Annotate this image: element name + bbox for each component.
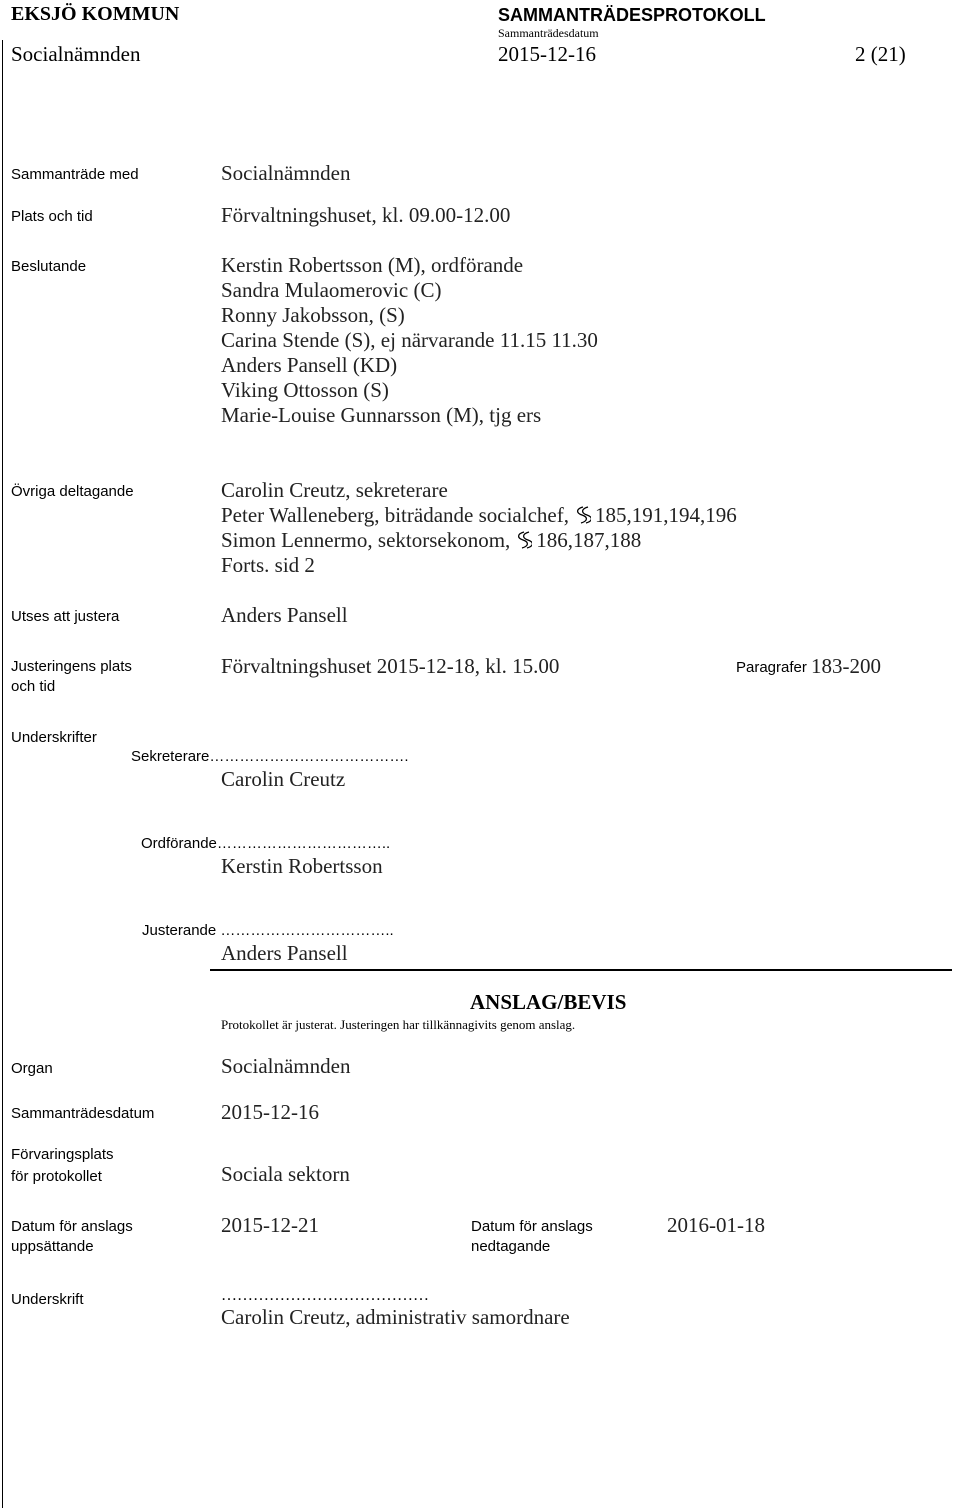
paragraphs-value: 183-200 <box>811 654 881 678</box>
chair-name: Kerstin Robertsson <box>221 854 383 878</box>
posting-date-label: Datum för anslags <box>11 1218 133 1235</box>
posting-date-label-line2: uppsättande <box>11 1238 94 1255</box>
place-time-label: Plats och tid <box>11 208 93 225</box>
paragraphs-label: Paragrafer <box>736 659 807 676</box>
signature-label: Underskrift <box>11 1291 84 1308</box>
header-date: 2015-12-16 <box>498 42 596 66</box>
paragraph-sign-icon <box>573 504 591 526</box>
paragraph-refs: 185,191,194,196 <box>594 503 737 527</box>
meeting-date-caption: Sammanträdesdatum <box>498 26 599 40</box>
storage-value: Sociala sektorn <box>221 1162 350 1186</box>
paragraph-sign-icon <box>514 529 532 551</box>
other-participant: Carolin Creutz, sekreterare <box>221 478 448 502</box>
storage-label-line2: för protokollet <box>11 1168 102 1185</box>
left-margin-rule <box>2 40 3 1508</box>
page-number: 2 (21) <box>855 42 906 66</box>
deciding-member: Viking Ottosson (S) <box>221 378 389 402</box>
chair-label: Ordförande…………………………….. <box>141 835 391 852</box>
adjuster-appointed-label: Utses att justera <box>11 608 120 625</box>
organ-value: Socialnämnden <box>221 1054 351 1078</box>
meeting-with-value: Socialnämnden <box>221 161 351 185</box>
notice-meeting-date-label: Sammanträdesdatum <box>11 1105 155 1122</box>
continued-note: Forts. sid 2 <box>221 553 315 577</box>
adjuster-name: Anders Pansell <box>221 941 348 965</box>
header-committee: Socialnämnden <box>11 42 141 66</box>
secretary-name: Carolin Creutz <box>221 767 346 791</box>
deciding-member: Ronny Jakobsson, (S) <box>221 303 405 327</box>
signatures-label: Underskrifter <box>11 729 97 746</box>
adjustment-time-label: och tid <box>11 678 56 695</box>
participant-text: Peter Walleneberg, biträdande socialchef, <box>221 503 569 527</box>
adjustment-place-label: Justeringens plats <box>11 658 132 675</box>
adjuster-appointed-value: Anders Pansell <box>221 603 348 627</box>
removal-date-value: 2016-01-18 <box>667 1213 765 1237</box>
deciding-member: Marie-Louise Gunnarsson (M), tjg ers <box>221 403 542 427</box>
removal-date-label-line2: nedtagande <box>471 1238 551 1255</box>
notice-statement: Protokollet är justerat. Justeringen har tillkännagivits genom anslag. <box>221 1017 576 1032</box>
participant-text: Simon Lennermo, sektorsekonom, <box>221 528 511 552</box>
other-participants-label: Övriga deltagande <box>11 483 134 500</box>
municipality-name: EKSJÖ KOMMUN <box>11 3 180 25</box>
signature-name: Carolin Creutz, administrativ samordnare <box>221 1305 570 1329</box>
signature-line: ………………………………… <box>221 1287 429 1304</box>
deciding-member: Anders Pansell (KD) <box>221 353 398 377</box>
deciding-member: Carina Stende (S), ej närvarande 11.15 11.30 <box>221 328 598 352</box>
paragraph-refs: 186,187,188 <box>536 528 642 552</box>
posting-date-value: 2015-12-21 <box>221 1213 319 1237</box>
organ-label: Organ <box>11 1060 53 1077</box>
meeting-with-label: Sammanträde med <box>11 166 139 183</box>
deciding-member: Kerstin Robertsson (M), ordförande <box>221 253 524 277</box>
place-time-value: Förvaltningshuset, kl. 09.00-12.00 <box>221 203 511 227</box>
notice-title: ANSLAG/BEVIS <box>470 990 627 1014</box>
secretary-label: Sekreterare…………………………………. <box>131 748 409 765</box>
adjustment-place-value: Förvaltningshuset 2015-12-18, kl. 15.00 <box>221 654 560 678</box>
deciding-label: Beslutande <box>11 258 87 275</box>
other-participant <box>221 503 737 528</box>
section-divider <box>210 969 952 971</box>
other-participant <box>221 528 641 553</box>
document-type: SAMMANTRÄDESPROTOKOLL <box>498 5 766 25</box>
storage-label: Förvaringsplats <box>11 1146 114 1163</box>
removal-date-label: Datum för anslags <box>471 1218 593 1235</box>
deciding-member: Sandra Mulaomerovic (C) <box>221 278 442 302</box>
notice-meeting-date-value: 2015-12-16 <box>221 1100 319 1124</box>
adjuster-label: Justerande …………………………….. <box>142 922 394 939</box>
